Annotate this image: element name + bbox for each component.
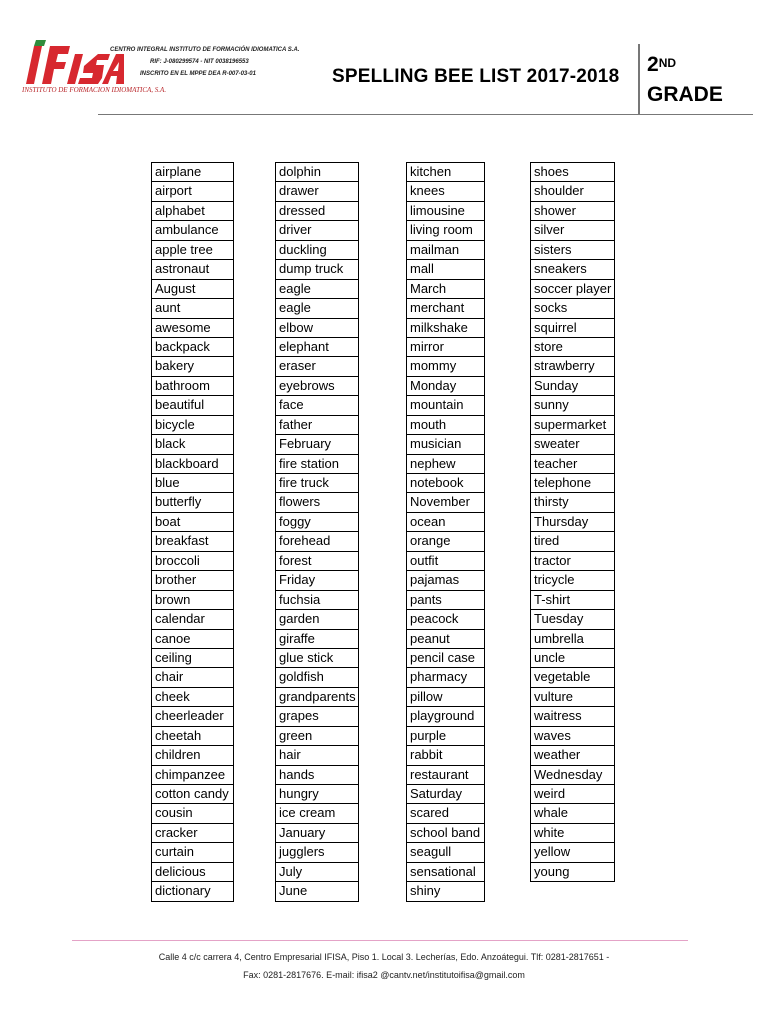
word-cell: merchant [407,299,484,318]
word-cell: astronaut [152,260,233,279]
word-column-1 [151,162,234,902]
word-cell: sunny [531,396,614,415]
word-cell: hungry [276,785,358,804]
word-cell: pillow [407,688,484,707]
word-cell: airport [152,182,233,201]
word-cell: silver [531,221,614,240]
word-cell: foggy [276,513,358,532]
word-cell: fuchsia [276,591,358,610]
grade-word: GRADE [647,83,723,106]
word-cell: ocean [407,513,484,532]
word-cell: grapes [276,707,358,726]
word-cell: limousine [407,202,484,221]
word-cell: flowers [276,493,358,512]
word-cell: cheek [152,688,233,707]
word-cell: shiny [407,882,484,901]
word-cell: delicious [152,863,233,882]
footer-rule [72,940,688,941]
word-cell: cheetah [152,727,233,746]
word-cell: breakfast [152,532,233,551]
word-cell: soccer player [531,280,614,299]
word-cell: garden [276,610,358,629]
word-cell: scared [407,804,484,823]
word-cell: pencil case [407,649,484,668]
word-cell: dressed [276,202,358,221]
grade-number: 2 [647,53,659,76]
word-cell: bathroom [152,377,233,396]
word-cell: August [152,280,233,299]
word-cell: white [531,824,614,843]
word-cell: weird [531,785,614,804]
word-cell: Friday [276,571,358,590]
word-cell: tired [531,532,614,551]
institute-name: CENTRO INTEGRAL INSTITUTO DE FORMACIÓN IDIOMATICA S.A. [110,47,300,53]
word-cell: jugglers [276,843,358,862]
word-cell: backpack [152,338,233,357]
word-cell: ice cream [276,804,358,823]
word-cell: T-shirt [531,591,614,610]
word-cell: tricycle [531,571,614,590]
word-cell: dictionary [152,882,233,901]
word-column-4 [530,162,615,882]
word-cell: peanut [407,630,484,649]
word-cell: mirror [407,338,484,357]
word-cell: telephone [531,474,614,493]
word-cell: drawer [276,182,358,201]
word-cell: vulture [531,688,614,707]
word-cell: giraffe [276,630,358,649]
word-cell: squirrel [531,319,614,338]
word-cell: elephant [276,338,358,357]
word-cell: curtain [152,843,233,862]
word-cell: butterfly [152,493,233,512]
word-cell: shoes [531,163,614,182]
page-title: SPELLING BEE LIST 2017-2018 [332,66,620,87]
word-cell: eyebrows [276,377,358,396]
word-cell: pajamas [407,571,484,590]
word-cell: Monday [407,377,484,396]
word-cell: mommy [407,357,484,376]
word-cell: eagle [276,299,358,318]
word-cell: school band [407,824,484,843]
grade-label [647,50,723,110]
word-cell: apple tree [152,241,233,260]
word-cell: fire truck [276,474,358,493]
word-cell: sisters [531,241,614,260]
word-cell: blue [152,474,233,493]
word-cell: purple [407,727,484,746]
word-cell: bicycle [152,416,233,435]
word-cell: cracker [152,824,233,843]
word-cell: November [407,493,484,512]
word-cell: musician [407,435,484,454]
word-cell: teacher [531,455,614,474]
word-cell: thirsty [531,493,614,512]
word-cell: seagull [407,843,484,862]
word-cell: aunt [152,299,233,318]
word-cell: strawberry [531,357,614,376]
word-cell: Tuesday [531,610,614,629]
word-cell: boat [152,513,233,532]
word-cell: sensational [407,863,484,882]
word-cell: hair [276,746,358,765]
word-cell: peacock [407,610,484,629]
footer-line-2: Fax: 0281-2817676. E-mail: ifisa2 @cantv.net/institutoifisa@gmail.com [243,970,525,980]
institute-logo [20,36,310,100]
word-cell: socks [531,299,614,318]
word-cell: Thursday [531,513,614,532]
word-cell: glue stick [276,649,358,668]
word-cell: pharmacy [407,668,484,687]
word-cell: June [276,882,358,901]
word-cell: chair [152,668,233,687]
word-cell: nephew [407,455,484,474]
word-cell: eagle [276,280,358,299]
word-cell: supermarket [531,416,614,435]
word-cell: rabbit [407,746,484,765]
word-cell: store [531,338,614,357]
word-cell: Saturday [407,785,484,804]
word-cell: ambulance [152,221,233,240]
word-cell: canoe [152,630,233,649]
grade-suffix: ND [658,56,677,70]
header-divider-vertical [638,44,640,114]
institute-registration: INSCRITO EN EL MPPE DEA R-007-03-01 [140,71,256,77]
word-cell: eraser [276,357,358,376]
word-cell: chimpanzee [152,766,233,785]
word-cell: black [152,435,233,454]
word-cell: Sunday [531,377,614,396]
logo-subtitle: INSTITUTO DE FORMACION IDIOMATICA, S.A. [22,86,167,94]
word-cell: notebook [407,474,484,493]
word-cell: driver [276,221,358,240]
word-cell: ceiling [152,649,233,668]
word-cell: father [276,416,358,435]
word-cell: dump truck [276,260,358,279]
word-cell: orange [407,532,484,551]
word-cell: mouth [407,416,484,435]
word-cell: duckling [276,241,358,260]
word-cell: children [152,746,233,765]
footer-line-1: Calle 4 c/c carrera 4, Centro Empresarial IFISA, Piso 1. Local 3. Lecherías, Edo. Anzoátegui. Tlf: 0281-2817651 - [158,952,610,962]
word-cell: sneakers [531,260,614,279]
word-cell: brother [152,571,233,590]
word-cell: living room [407,221,484,240]
word-column-3 [406,162,485,902]
word-cell: vegetable [531,668,614,687]
word-cell: calendar [152,610,233,629]
word-cell: mailman [407,241,484,260]
word-cell: milkshake [407,319,484,338]
word-cell: face [276,396,358,415]
institute-rif: RIF: J-080299574 - NIT 0038196553 [150,59,249,65]
word-cell: pants [407,591,484,610]
word-cell: fire station [276,455,358,474]
word-cell: July [276,863,358,882]
word-cell: knees [407,182,484,201]
word-cell: forehead [276,532,358,551]
word-cell: weather [531,746,614,765]
word-cell: hands [276,766,358,785]
header-divider-horizontal [98,114,753,115]
word-cell: cheerleader [152,707,233,726]
word-cell: Wednesday [531,766,614,785]
word-cell: broccoli [152,552,233,571]
word-column-2 [275,162,359,902]
word-cell: waitress [531,707,614,726]
word-cell: dolphin [276,163,358,182]
word-cell: blackboard [152,455,233,474]
word-cell: goldfish [276,668,358,687]
word-cell: March [407,280,484,299]
word-cell: cousin [152,804,233,823]
word-cell: brown [152,591,233,610]
word-cell: shower [531,202,614,221]
word-cell: yellow [531,843,614,862]
word-cell: awesome [152,319,233,338]
word-cell: airplane [152,163,233,182]
word-cell: forest [276,552,358,571]
word-cell: February [276,435,358,454]
footer-address [0,948,768,984]
word-cell: waves [531,727,614,746]
word-cell: playground [407,707,484,726]
word-cell: grandparents [276,688,358,707]
word-cell: green [276,727,358,746]
word-cell: January [276,824,358,843]
word-cell: mall [407,260,484,279]
word-cell: tractor [531,552,614,571]
word-cell: mountain [407,396,484,415]
word-cell: kitchen [407,163,484,182]
word-cell: bakery [152,357,233,376]
word-cell: alphabet [152,202,233,221]
word-cell: sweater [531,435,614,454]
word-cell: beautiful [152,396,233,415]
word-cell: elbow [276,319,358,338]
word-cell: restaurant [407,766,484,785]
word-cell: uncle [531,649,614,668]
word-cell: whale [531,804,614,823]
institute-info [110,44,299,80]
word-cell: shoulder [531,182,614,201]
word-cell: outfit [407,552,484,571]
word-cell: umbrella [531,630,614,649]
word-cell: cotton candy [152,785,233,804]
word-cell: young [531,863,614,882]
